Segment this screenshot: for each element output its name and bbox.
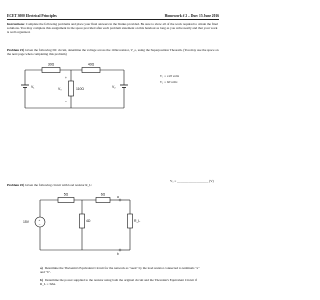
terminal-a-label: a <box>117 195 119 199</box>
terminal-b-label: b <box>117 252 119 256</box>
given-v1: V₁ = 120 volts <box>160 74 180 78</box>
part-a-label: a) <box>40 266 43 270</box>
problem2-label: Problem #2) <box>7 183 25 187</box>
resistor-4-ohm <box>80 214 85 228</box>
r-5-label: 5Ω <box>63 192 69 197</box>
r-6-label: 6Ω <box>100 192 106 197</box>
source-plus-sign: + <box>38 218 41 222</box>
instructions-label: Instructions <box>7 22 25 26</box>
problem1-answer-blank: V₀ = ___________________ (V) <box>170 179 214 183</box>
resistor-30-ohm <box>42 68 60 73</box>
r-4-label: 4Ω <box>86 219 91 223</box>
vo-label: V₀ <box>58 87 62 91</box>
vo-plus-sign: + <box>65 76 67 80</box>
problem2-statement <box>7 183 219 187</box>
problem1-text: Given the following DC circuit, determine the voltage across the 110Ω resistor, V_o, using the Superposition Theorem. (You may use the space on the next page when completing this problem) <box>7 48 219 57</box>
part-a-text: Determine the Thevenin's Equivalent Circuit for the network as "seen" by the load resistor connected to terminals "a" and "b". <box>40 266 200 275</box>
resistor-40-ohm <box>82 68 100 73</box>
course-title: ECET 3000 Electrical Principles <box>7 14 57 18</box>
problem2-part-b <box>40 278 200 286</box>
part-b-text: Determine the power supplied to the resistor using both the original circuit and the Thevenin's Equivalent Circuit if R_L = 32Ω. <box>40 278 197 287</box>
resistor-110-ohm <box>69 81 74 96</box>
load-resistor <box>128 214 133 228</box>
vo-minus-sign: – <box>65 99 67 103</box>
v1-label: V₁ <box>31 85 35 89</box>
resistor-6-ohm <box>96 198 110 203</box>
problem2-text: Given the following circuit with load resistor R_L: <box>24 183 93 187</box>
problem2-circuit <box>20 192 145 260</box>
rl-label: R_L <box>134 219 141 223</box>
problem1-given-values <box>160 73 179 85</box>
r1-label: 30Ω <box>47 62 55 67</box>
r2-label: 40Ω <box>87 62 95 67</box>
terminal-b <box>119 249 121 251</box>
problem1-circuit <box>20 64 135 114</box>
part-b-label: b) <box>40 278 43 282</box>
source-minus-sign: – <box>38 222 41 227</box>
resistor-5-ohm <box>58 198 74 203</box>
problem1-statement <box>7 48 219 56</box>
problem2-part-a <box>40 266 200 274</box>
source-label: 15V <box>23 220 30 224</box>
problem1-label: Problem #1) <box>7 48 25 52</box>
given-v2: V₂ = 60 volts <box>160 80 178 84</box>
v2-label: V₂ <box>112 85 116 89</box>
r3-label: 110Ω <box>76 87 84 91</box>
header-divider <box>7 19 219 20</box>
homework-due-title: Homework # 2 – Due: 15 June 2016 <box>164 14 219 18</box>
terminal-a <box>119 199 121 201</box>
instructions-paragraph <box>7 22 219 34</box>
instructions-text: : Complete the following problems and place your final answers in the blanks provided. Be sure to show all of the work required to obtain the final solutions. You may complete this assignment in the space provided after each problem statement on this handout as long as you write neatly and that your work is well organized. <box>7 22 218 35</box>
